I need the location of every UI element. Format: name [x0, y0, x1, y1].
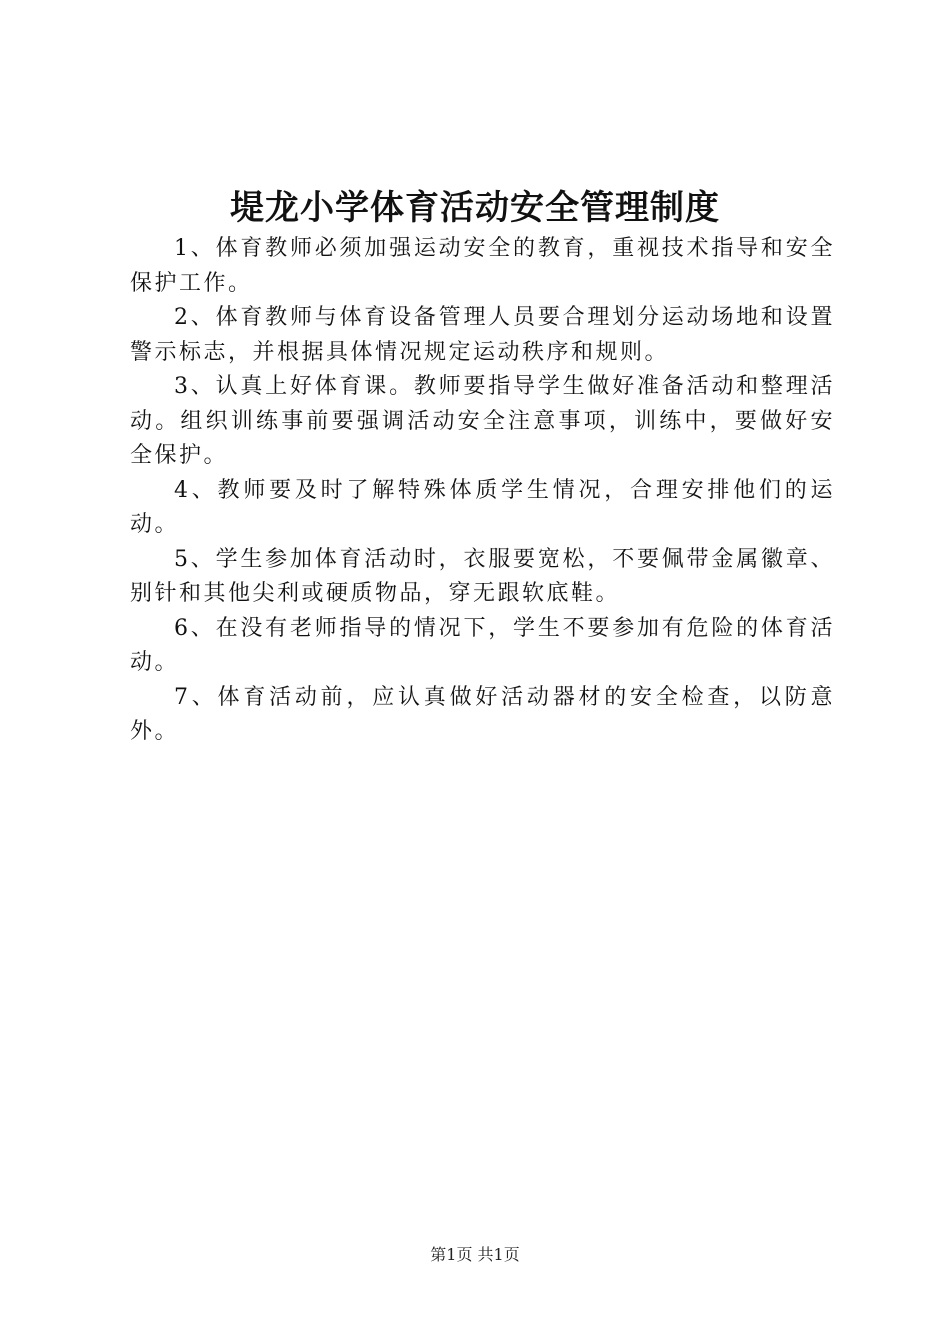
page-footer [0, 1244, 950, 1266]
rule-paragraph-1: 1、体育教师必须加强运动安全的教育，重视技术指导和安全保护工作。 [130, 236, 835, 296]
rule-paragraph-6: 6、在没有老师指导的情况下，学生不要参加有危险的体育活动。 [130, 615, 835, 675]
rule-paragraph-4: 4、教师要及时了解特殊体质学生情况，合理安排他们的运动。 [130, 477, 835, 537]
rule-paragraph-3: 3、认真上好体育课。教师要指导学生做好准备活动和整理活动。组织训练事前要强调活动安全注意事项，训练中，要做好安全保护。 [130, 374, 835, 468]
rule-paragraph-2: 2、体育教师与体育设备管理人员要合理划分运动场地和设置警示标志，并根据具体情况规定运动秩序和规则。 [130, 305, 835, 365]
rule-paragraph-5: 5、学生参加体育活动时，衣服要宽松，不要佩带金属徽章、别针和其他尖利或硬质物品，穿无跟软底鞋。 [130, 546, 835, 606]
page-total: 共1页 [477, 1245, 520, 1264]
page-number: 第1页 [430, 1245, 473, 1264]
document-body [130, 232, 835, 750]
rule-paragraph-7: 7、体育活动前，应认真做好活动器材的安全检查，以防意外。 [130, 684, 835, 744]
document-title: 堤龙小学体育活动安全管理制度 [230, 188, 720, 228]
